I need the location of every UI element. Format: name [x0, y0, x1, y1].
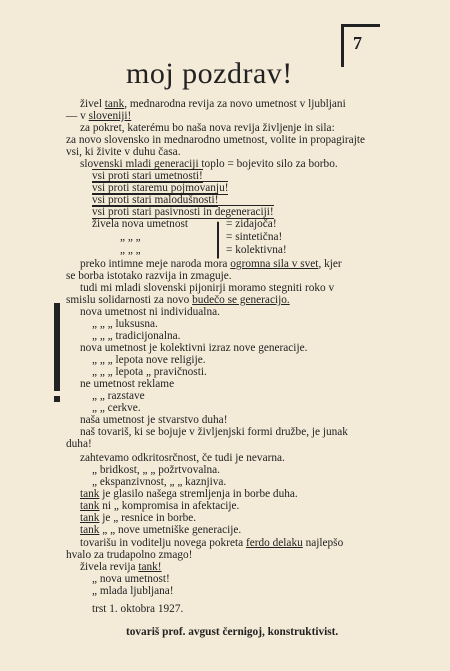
- text-line: smislu solidarnosti za novo budečo se generacijo.: [66, 294, 290, 306]
- exclamation-dot: [54, 396, 60, 402]
- text-line: naš tovariš, ki se bojuje v življenjski formi družbe, je junak: [80, 426, 348, 438]
- text-line: „ „ „ tradicijonalna.: [92, 330, 181, 342]
- text-line: tank „ „ nove umetniške generacije.: [80, 524, 242, 536]
- text-line: nova umetnost je kolektivni izraz nove generacije.: [80, 342, 308, 354]
- text-line: — v sloveniji!: [66, 110, 132, 122]
- text-line: hvalo za trudapolno zmago!: [66, 549, 193, 561]
- text-line: „ „ cerkve.: [92, 402, 141, 414]
- text-line: nova umetnost ni individualna.: [80, 306, 220, 318]
- text-line: „ „ „: [120, 244, 141, 256]
- text-line: „ „ razstave: [92, 390, 145, 402]
- page-title: moj pozdrav!: [126, 57, 293, 90]
- text-line: za novo slovensko in mednarodno umetnost, volite in propagirajte: [66, 134, 365, 146]
- text-line: „ mlada ljubljana!: [92, 585, 174, 597]
- boxed-line: vsi proti stari malodušnosti!: [92, 194, 219, 206]
- text-line: naša umetnost je stvarstvo duha!: [80, 414, 228, 426]
- text-line: preko intimne meje naroda mora ogromna sila v svet, kjer: [80, 258, 342, 270]
- text-line: slovenski mladi generaciji toplo = bojevito silo za borbo.: [80, 158, 338, 170]
- text-line: zahtevamo odkritosrčnost, če tudi je nevarna.: [80, 452, 285, 464]
- brace-mark: |: [214, 214, 223, 259]
- text-line: živela revija tank!: [80, 561, 162, 573]
- text-line: = sintetična!: [226, 231, 283, 243]
- text-line: živel tank, mednarodna revija za novo umetnost v ljubljani: [80, 98, 346, 110]
- text-line: = kolektivna!: [226, 244, 287, 256]
- text-line: se borba istotako razvija in zmaguje.: [66, 270, 232, 282]
- text-line: tank je „ resnice in borbe.: [80, 512, 197, 524]
- text-line: „ „ „: [120, 231, 141, 243]
- text-line: ne umetnost reklame: [80, 378, 175, 390]
- text-line: tudi mi mladi slovenski pijonirji moramo stegniti roko v: [80, 282, 335, 294]
- text-line: tank ni „ kompromisa in afektacije.: [80, 500, 240, 512]
- text-line: duha!: [66, 438, 92, 450]
- signature-line: tovariš prof. avgust černigoj, konstruktivist.: [126, 626, 339, 638]
- text-line: vsi, ki živite v duhu časa.: [66, 146, 181, 158]
- text-line: živela nova umetnost: [92, 218, 188, 230]
- boxed-line: vsi proti staremu pojmovanju!: [92, 182, 229, 194]
- text-line: za pokret, katerému bo naša nova revija življenje in sila:: [80, 122, 335, 134]
- text-line: tovarišu in voditelju novega pokreta ferdo delaku najlepšo: [80, 537, 344, 549]
- date-line: trst 1. oktobra 1927.: [92, 603, 184, 615]
- text-line: „ nova umetnost!: [92, 573, 170, 585]
- page-number: 7: [353, 33, 362, 53]
- boxed-line: vsi proti stari umetnosti!: [92, 170, 203, 182]
- text-line: = zidajoča!: [226, 218, 277, 230]
- text-line: „ ekspanzivnost, „ „ kaznjiva.: [92, 476, 227, 488]
- text-line: „ „ „ lepota „ pravičnosti.: [92, 366, 207, 378]
- boxed-line: vsi proti stari pasivnosti in degeneraciji!: [92, 206, 274, 218]
- exclamation-bar: [54, 303, 60, 391]
- text-line: „ bridkost, „ „ požrtvovalna.: [92, 464, 220, 476]
- text-line: „ „ „ luksusna.: [92, 318, 158, 330]
- text-line: „ „ „ lepota nove religije.: [92, 354, 206, 366]
- text-line: tank je glasilo našega stremljenja in borbe duha.: [80, 488, 298, 500]
